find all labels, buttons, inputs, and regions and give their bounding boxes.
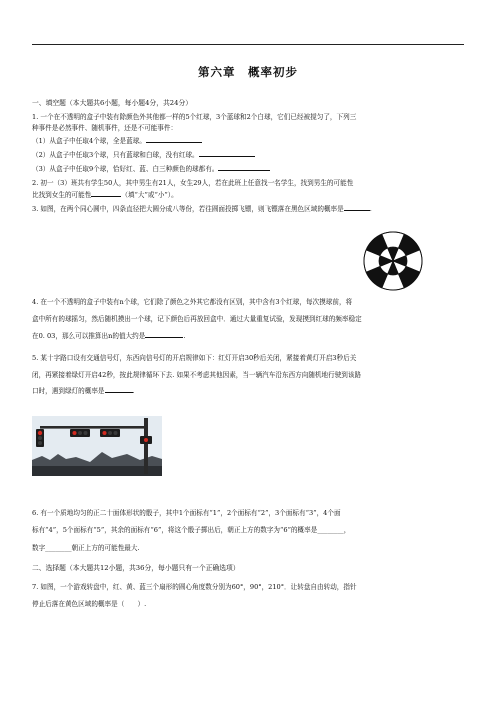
q1-item1: （1）从盒子中任取4个球，全是蓝球。 — [32, 136, 466, 147]
q1-item3: （3）从盒子中任取9个球，恰好红、蓝、白三种颜色的球都有。 — [32, 164, 466, 175]
traffic-light-photo — [32, 416, 162, 476]
answer-blank — [199, 150, 255, 157]
section-heading-choice: 二、选择题（本大题共12小题，共36分，每小题只有一个正确选项） — [32, 564, 240, 572]
answer-blank — [218, 164, 270, 171]
q5-line2: 闭，再紧接着绿灯开启42秒，按此规律循环下去. 如果不考虑其他因素，当一辆汽车沿东西方向随机地行驶到该路 — [32, 371, 362, 379]
q1-item2: （2）从盒子中任取3个球，只有蓝球和白球，没有红球。 — [32, 150, 466, 161]
q7-line1: 7. 如图，一个游戏转盘中，红、黄、蓝三个扇形的圆心角度数分别为60°，90°，210°．让转盘自由转动，指针 — [32, 583, 357, 591]
q6-line3: 数字________朝正上方的可能性最大. — [32, 544, 140, 552]
q4-line1: 4. 在一个不透明的盒子中装有n个球，它们除了颜色之外其它都没有区别，其中含有3个红球，每次摸球前，将 — [32, 298, 353, 306]
header-rule — [32, 44, 464, 45]
q6-line2: 标有“4”，5个面标有“5”，其余的面标有“6”，将这个骰子掷出后，朝正上方的数字为“6”的概率是________， — [32, 526, 351, 534]
q4-line3: 在0. 03，那么可以推算出n的值大约是 . — [32, 332, 186, 340]
q2-line2: 比找到女生的可能性 （填“大”或“小”）。 — [32, 191, 178, 199]
q3-line1: 3. 如图，在两个同心圆中，四条直径把大圆分成八等份，若往圆面投掷飞镖，则飞镖落在黑色区域的概率是 . — [32, 205, 372, 213]
chapter-title: 第六章 概率初步 — [198, 65, 298, 79]
answer-blank — [146, 136, 202, 143]
answer-blank — [145, 331, 183, 338]
q6-line1: 6. 有一个质地均匀的正二十面体形状的骰子，其中1个面标有“1”，2个面标有“2”，3个面标有“3”，4个面 — [32, 509, 341, 517]
dartboard-figure — [360, 230, 426, 292]
answer-blank — [91, 190, 121, 197]
q1-line2: 种事件是必然事件、随机事件，还是不可能事件： — [32, 124, 178, 132]
q1-line1: 1. 一个在不透明的盒子中装有除颜色外其他都一样的5个红球，3个蓝球和2个白球，它们已经被搅匀了，下列三 — [32, 113, 357, 121]
q2-line1: 2. 初一（3）班共有学生50人，其中男生有21人，女生29人，若在此班上任意找一名学生，找到男生的可能性 — [32, 179, 354, 187]
section-heading-fill: 一、填空题（本大题共6小题，每小题4分，共24分） — [32, 99, 193, 107]
q5-line3: 口时，遇到绿灯的概率是 . — [32, 387, 135, 395]
answer-blank — [105, 386, 133, 393]
q4-line2: 盒中所有的球摇匀，然后随机摸出一个球，记下颜色后再放回盒中．通过大量重复试验，发现摸到红球的频率稳定 — [32, 315, 362, 323]
q7-line2: 停止后落在黄色区域的概率是（ ）. — [32, 600, 147, 608]
answer-blank — [344, 204, 370, 211]
q5-line1: 5. 某十字路口设有交通信号灯，东西向信号灯的开启规律如下：红灯开启30秒后关闭，紧接着黄灯开启3秒后关 — [32, 354, 357, 362]
